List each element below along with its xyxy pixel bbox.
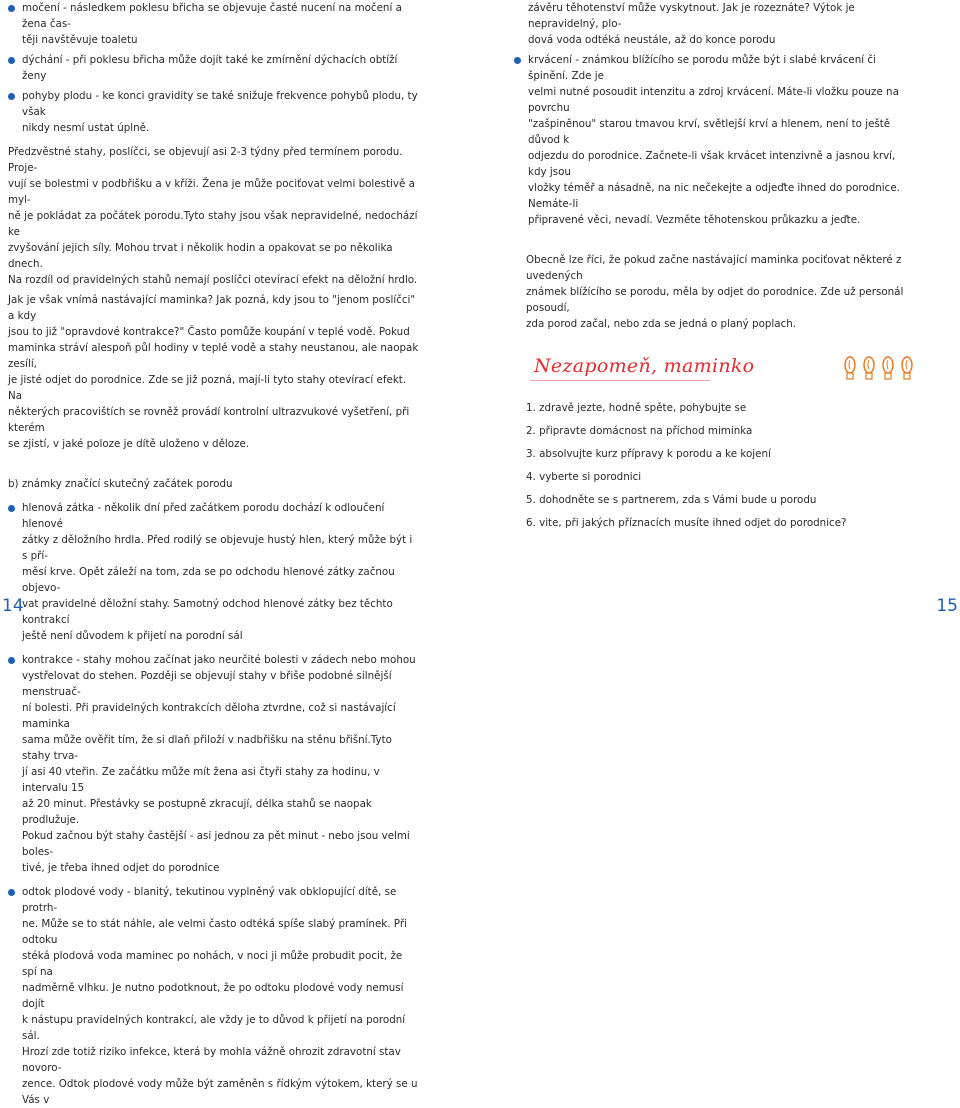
list-item [8, 52, 420, 84]
line: pohyby plodu - ke konci gravidity se také snižuje frekvence pohybů plodu, ty však [22, 90, 418, 118]
bullet-icon [8, 657, 15, 664]
tip-item: 3. absolvujte kurz přípravy k porodu a ke kojení [526, 448, 771, 460]
line: Na rozdíl od pravidelných stahů nemají poslíčci otevírací efekt na děložní hrdlo. [8, 274, 418, 286]
line: vat pravidelné děložní stahy. Samotný odchod hlenové zátky bez těchto kontrakcí [22, 598, 393, 626]
line: Předzvěstné stahy, poslíčci, se objevují asi 2-3 týdny před termínem porodu. Proje- [8, 146, 403, 174]
lightbulb-icon [882, 356, 894, 382]
bullet-icon [8, 505, 15, 512]
line: kontrakce - stahy mohou začínat jako neurčité bolesti v zádech nebo mohou [22, 654, 416, 666]
section-heading: b) známky značící skutečný začátek porodu [8, 478, 233, 490]
line: tivé, je třeba ihned odjet do porodnice [22, 862, 220, 874]
lightbulb-icon [863, 356, 875, 382]
tip-item: 5. dohodněte se s partnerem, zda s Vámi bude u porodu [526, 494, 817, 506]
lightbulb-icon [901, 356, 913, 382]
line: Hrozí zde totiž riziko infekce, která by mohla vážně ohrozit zdravotní stav novoro- [22, 1046, 401, 1074]
line: některých pracovištích se rovněž provádí kontrolní ultrazvukové vyšetření, při kterém [8, 406, 410, 434]
line: zda porod začal, nebo zda se jedná o planý poplach. [526, 318, 797, 330]
left-column [8, 0, 420, 1108]
line: "zašpiněnou" starou tmavou krví, světlejší krví a hlenem, není to ještě důvod k [528, 118, 891, 146]
tip-item: 6. vite, při jakých příznacích musíte ihned odjet do porodnice? [526, 517, 847, 529]
line: je jisté odjet do porodnice. Zde se již pozná, mají-li tyto stahy otevírací efekt. Na [8, 374, 407, 402]
line: velmi nutné posoudit intenzitu a zdroj krvácení. Máte-li vložku pouze na povrchu [528, 86, 899, 114]
tip-item: 2. připravte domácnost na příchod miminka [526, 425, 753, 437]
page-number-left: 14 [2, 596, 24, 616]
list-item [8, 0, 420, 48]
line: Obecně lze říci, že pokud začne nastávající maminka pociťovat některé z uvedených [526, 254, 902, 282]
line: závěru těhotenství může vyskytnout. Jak je rozeznáte? Výtok je nepravidelný, plo- [528, 2, 855, 30]
right-column [514, 0, 910, 538]
line: sama může ověřit tím, že si dlaň přiloží v nadbřišku na stěnu břišní.Tyto stahy trva- [22, 734, 392, 762]
tip-item: 4. vyberte si porodnici [526, 471, 642, 483]
lightbulb-icon [844, 356, 856, 382]
line: dýchání - při poklesu břicha může dojít také ke zmírnění dýchacích obtíží ženy [22, 54, 398, 82]
line: zvyšování jejich síly. Mohou trvat i několik hodin a opakovat se po několika dnech. [8, 242, 393, 270]
line: měsí krve. Opět záleží na tom, zda se po odchodu hlenové zátky začnou objevo- [22, 566, 395, 594]
tips-header [514, 356, 910, 392]
line: se zjistí, v jaké poloze je dítě uloženo v děloze. [8, 438, 250, 450]
bullet-icon [8, 57, 15, 64]
bullet-icon [8, 889, 15, 896]
tips-list [514, 400, 910, 531]
bullet-icon [8, 5, 15, 12]
line: připravené věci, nevadí. Vezměte těhotenskou průkazku a jeďte. [528, 214, 861, 226]
line: ní bolesti. Při pravidelných kontrakcích děloha ztvrdne, což si nastávající maminka [22, 702, 396, 730]
symptom-list-labor [8, 500, 420, 1108]
line: Pokud začnou být stahy častější - asi jednou za pět minut - nebo jsou velmi boles- [22, 830, 410, 858]
line: močení - následkem poklesu břicha se objevuje časté nucení na močení a žena čas- [22, 2, 402, 30]
paragraph-rozpoznani [8, 292, 420, 452]
line: k nástupu pravidelných kontrakcí, ale vždy je to důvod k přijetí na porodní sál. [22, 1014, 406, 1042]
line: zence. Odtok plodové vody může být zaměněn s řídkým výtokem, který se u Vás v [22, 1078, 418, 1106]
line: jí asi 40 vteřin. Ze začátku může mít žena asi čtyři stahy za hodinu, v intervalu 15 [22, 766, 380, 794]
paragraph-summary [514, 252, 910, 332]
line: krvácení - známkou blížícího se porodu může být i slabé krvácení či špinění. Zde je [528, 54, 876, 82]
line: až 20 minut. Přestávky se postupně zkracují, délka stahů se naopak prodlužuje. [22, 798, 372, 826]
line: dová voda odtéká neustále, až do konce porodu [528, 34, 776, 46]
bullet-icon [514, 57, 521, 64]
tip-item: 1. zdravě jezte, hodně spěte, pohybujte se [526, 402, 747, 414]
line: zátky z děložního hrdla. Před rodilý se objevuje hustý hlen, který může být i s pří- [22, 534, 413, 562]
line: ně je pokládat za počátek porodu.Tyto stahy jsou však nepravidelné, nedochází ke [8, 210, 418, 238]
line: známek blížícího se porodu, měla by odjet do porodnice. Zde už personál posoudí, [526, 286, 904, 314]
title-underline [530, 380, 710, 381]
line: nadměrně vlhku. Je nutno podotknout, že po odtoku plodové vody nemusí dojít [22, 982, 404, 1010]
line: těji navštěvuje toaletu [22, 34, 138, 46]
continued-text [514, 0, 910, 48]
line: odtok plodové vody - blanitý, tekutinou vyplněný vak obklopující dítě, se protrh- [22, 886, 397, 914]
page-number-right: 15 [936, 596, 958, 616]
lightbulb-group [844, 356, 913, 382]
paragraph-poslicci [8, 144, 420, 288]
line: maminka stráví alespoň půl hodiny v teplé vodě a stahy neustanou, ale naopak zesílí, [8, 342, 419, 370]
symptom-list-top [8, 0, 420, 136]
line: jsou to již "opravdové kontrakce?" Často pomůže koupání v teplé vodě. Pokud [8, 326, 410, 338]
bullet-icon [8, 93, 15, 100]
line: Jak je však vnímá nastávající maminka? Jak pozná, kdy jsou to "jenom poslíčci" a kdy [8, 294, 416, 322]
line: vystřelovat do stehen. Později se objevují stahy v břiše podobné silnější menstruač- [22, 670, 392, 698]
list-item [514, 52, 910, 228]
list-item [8, 500, 420, 644]
line: hlenová zátka - několik dní před začátkem porodu dochází k odloučení hlenové [22, 502, 385, 530]
line: vložky téměř a násadně, na nic nečekejte a odjeďte ihned do porodnice. Nemáte-li [528, 182, 900, 210]
line: nikdy nesmí ustat úplně. [22, 122, 150, 134]
symptom-list-bleeding [514, 52, 910, 228]
line: ne. Může se to stát náhle, ale velmi často odtéká spíše slabý pramínek. Při odtoku [22, 918, 407, 946]
list-item [8, 884, 420, 1108]
line: stéká plodová voda maminec po nohách, v noci ji může probudit pocit, že spí na [22, 950, 403, 978]
list-item [8, 652, 420, 876]
tips-title: Nezapomeň, maminko [534, 355, 755, 377]
line: odjezdu do porodnice. Začnete-li však krvácet intenzivně a jasnou krví, kdy jsou [528, 150, 896, 178]
line: vují se bolestmi v podbřišku a v kříži. Žena je může pociťovat velmi bolestivě a myl- [8, 178, 415, 206]
list-item [8, 88, 420, 136]
line: ještě není důvodem k přijetí na porodní sál [22, 630, 243, 642]
